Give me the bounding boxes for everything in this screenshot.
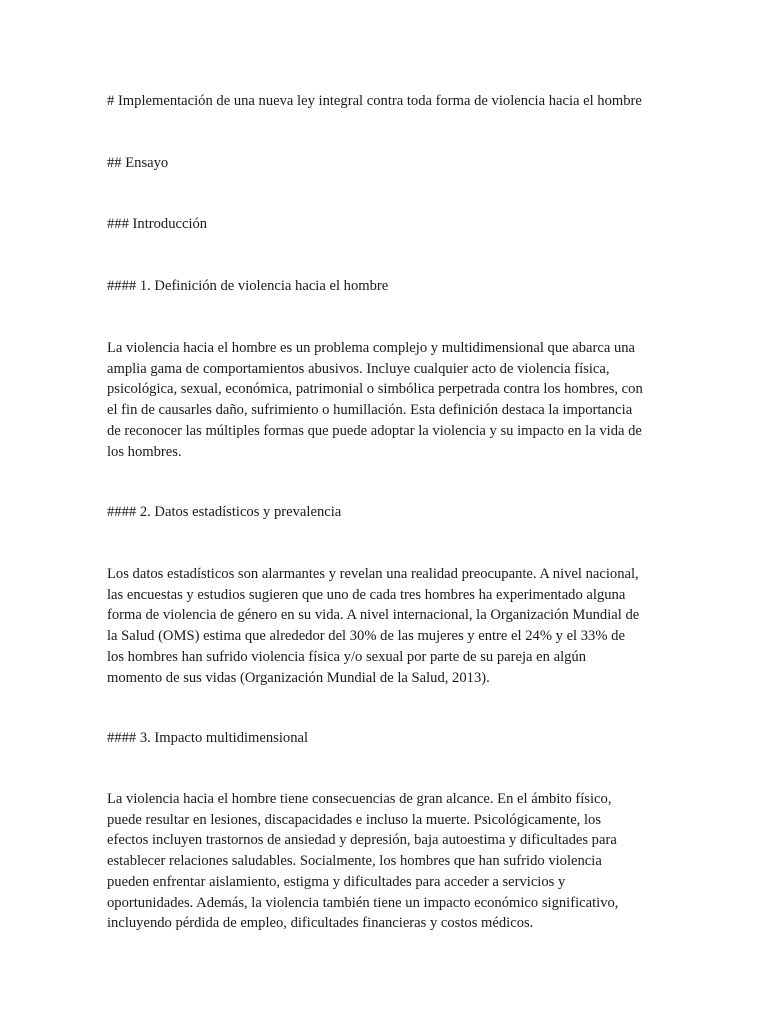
paragraph-line: pueden enfrentar aislamiento, estigma y dificultades para acceder a servicios y <box>107 873 566 890</box>
section-paragraph-statistics <box>107 564 667 688</box>
section-heading-statistics: #### 2. Datos estadísticos y prevalencia <box>107 504 342 520</box>
document-subtitle: ## Ensayo <box>107 155 169 171</box>
paragraph-line: amplia gama de comportamientos abusivos. Incluye cualquier acto de violencia física, <box>107 360 610 377</box>
paragraph-line: efectos incluyen trastornos de ansiedad y depresión, baja autoestima y dificultades para <box>107 832 617 849</box>
paragraph-line: La violencia hacia el hombre tiene consecuencias de gran alcance. En el ámbito físico, <box>107 791 612 807</box>
paragraph-line: establecer relaciones saludables. Socialmente, los hombres que han sufrido violencia <box>107 853 602 870</box>
paragraph-line: el fin de causarles daño, sufrimiento o humillación. Esta definición destaca la importancia <box>107 402 633 419</box>
paragraph-line: los hombres. <box>107 443 182 460</box>
section-heading-definition: #### 1. Definición de violencia hacia el hombre <box>107 278 389 294</box>
section-heading-impact: #### 3. Impacto multidimensional <box>107 730 309 746</box>
section-paragraph-definition <box>107 338 667 462</box>
introduction-heading: ### Introducción <box>107 216 208 232</box>
paragraph-line: los hombres han sufrido violencia física y/o sexual por parte de su pareja en algún <box>107 648 587 665</box>
paragraph-line: incluyendo pérdida de empleo, dificultades financieras y costos médicos. <box>107 915 534 932</box>
paragraph-line: oportunidades. Además, la violencia también tiene un impacto económico significativo, <box>107 894 619 911</box>
paragraph-line: de reconocer las múltiples formas que puede adoptar la violencia y su impacto en la vida de <box>107 422 642 439</box>
paragraph-line: puede resultar en lesiones, discapacidades e incluso la muerte. Psicológicamente, los <box>107 811 601 828</box>
paragraph-line: la Salud (OMS) estima que alrededor del 30% de las mujeres y entre el 24% y el 33% de <box>107 628 625 645</box>
section-paragraph-impact <box>107 789 667 934</box>
paragraph-line: las encuestas y estudios sugieren que uno de cada tres hombres ha experimentado alguna <box>107 586 626 603</box>
paragraph-line: La violencia hacia el hombre es un problema complejo y multidimensional que abarca una <box>107 340 636 356</box>
paragraph-line: psicológica, sexual, económica, patrimonial o simbólica perpetrada contra los hombres, con <box>107 381 643 398</box>
paragraph-line: momento de sus vidas (Organización Mundial de la Salud, 2013). <box>107 669 490 686</box>
document-title: # Implementación de una nueva ley integral contra toda forma de violencia hacia el hombre <box>107 93 642 109</box>
paragraph-line: forma de violencia de género en su vida. A nivel internacional, la Organización Mundial de <box>107 607 640 624</box>
paragraph-line: Los datos estadísticos son alarmantes y revelan una realidad preocupante. A nivel nacional, <box>107 566 639 582</box>
